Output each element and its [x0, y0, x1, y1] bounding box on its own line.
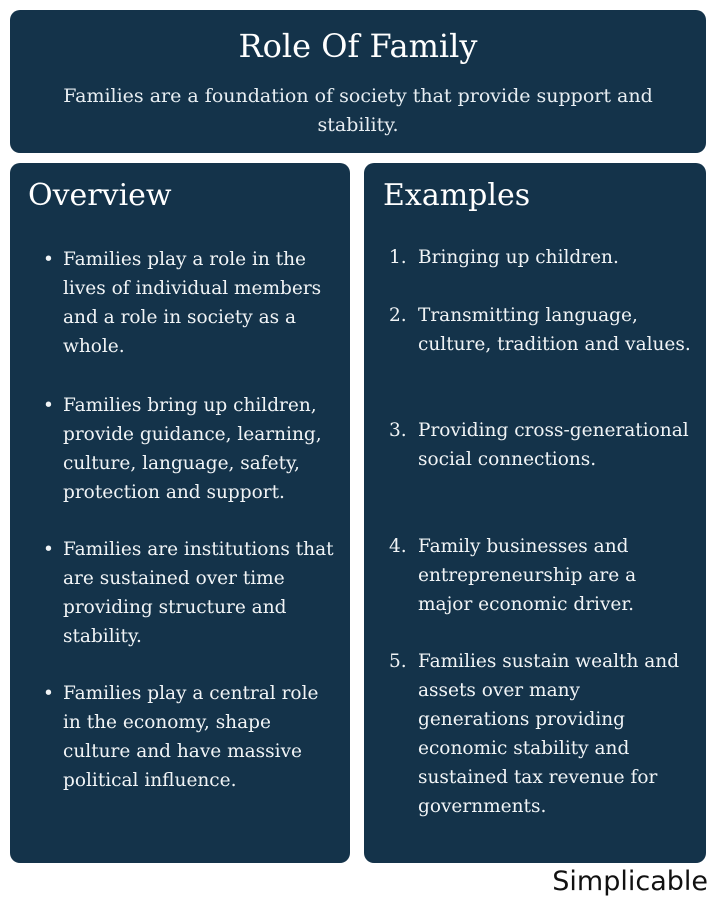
- overview-item-text: Families play a role in the lives of individual members and a role in society as a whole.: [63, 249, 322, 357]
- example-item-text: Transmitting language, culture, tradition and values.: [418, 305, 691, 355]
- brand-logo-text: Simplicable: [552, 866, 708, 897]
- example-item-text: Bringing up children.: [418, 247, 619, 268]
- example-item-text: Family businesses and entrepreneurship are a major economic driver.: [418, 536, 637, 615]
- example-item: [389, 301, 696, 359]
- overview-item: [43, 535, 338, 651]
- example-number: 1.: [389, 247, 407, 268]
- bullet-icon: •: [43, 683, 54, 704]
- page-title: Role Of Family: [238, 27, 478, 65]
- overview-item: [43, 391, 338, 507]
- bullet-icon: •: [43, 395, 54, 416]
- example-item: [389, 647, 696, 821]
- overview-item-text: Families play a central role in the economy, shape culture and have massive political influence.: [63, 683, 319, 791]
- header-panel: [10, 10, 706, 153]
- example-number: 5.: [389, 651, 407, 672]
- example-number: 4.: [389, 536, 407, 557]
- bullet-icon: •: [43, 539, 54, 560]
- overview-item-text: Families bring up children, provide guidance, learning, culture, language, safety, protection and support.: [63, 395, 322, 503]
- example-item: [389, 532, 696, 619]
- example-number: 3.: [389, 420, 407, 441]
- example-item: [389, 243, 696, 272]
- example-item: [389, 416, 696, 474]
- example-item-text: Families sustain wealth and assets over many generations providing economic stability and sustained tax revenue for governments.: [418, 651, 680, 817]
- examples-heading: Examples: [383, 178, 531, 213]
- example-number: 2.: [389, 305, 407, 326]
- overview-item-text: Families are institutions that are sustained over time providing structure and stability.: [63, 539, 334, 647]
- example-item-text: Providing cross-generational social connections.: [418, 420, 689, 470]
- page-subtitle: Families are a foundation of society that provide support and stability.: [63, 85, 653, 136]
- overview-item: [43, 679, 338, 795]
- overview-heading: Overview: [28, 178, 172, 213]
- overview-item: [43, 245, 338, 361]
- bullet-icon: •: [43, 249, 54, 270]
